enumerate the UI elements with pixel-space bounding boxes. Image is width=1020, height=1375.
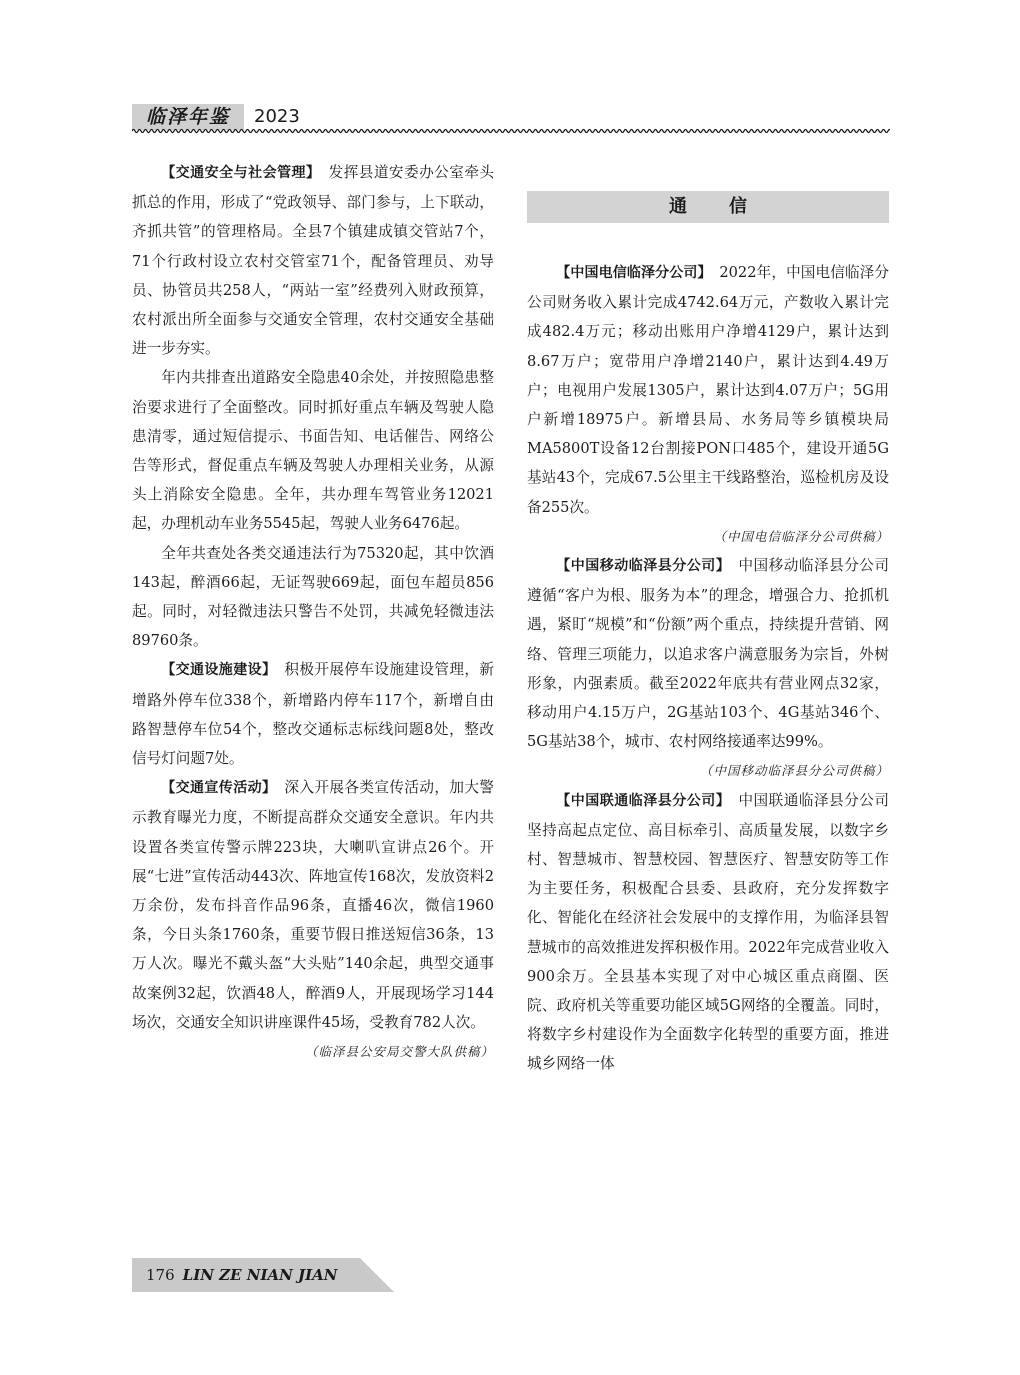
article-text: 2022年，中国电信临泽分公司财务收入累计完成4742.64万元，产数收入累计完成482.4万元；移动出账用户净增4129户，累计达到8.67万户；宽带用户净增2140户，累计达到4.49万户；电视用户发展1305户，累计达到4.07万户；5G用户新增18975户。新增县局、水务局等乡镇模块局MA5800T设备12台割接PON口485个，建设开通5G基站43个，完成67.5公里主干线路整治，巡检机房及设备255次。 — [527, 264, 889, 516]
left-column — [132, 158, 494, 1066]
page-header — [132, 100, 890, 134]
article-paragraph — [527, 786, 889, 1079]
article-paragraph — [132, 363, 494, 538]
article-paragraph — [527, 258, 889, 522]
article-text: 发挥县道安委办公室牵头抓总的作用，形成了“党政领导、部门参与，上下联动，齐抓共管”的管理格局。全县7个镇建成镇交管站7个，71个行政村设立农村交管室71个，配备管理员、劝导员、协管员共258人，“两站一室”经费列入财政预算，农村派出所全面参与交通安全管理，农村交通安全基础进一步夯实。 — [132, 164, 494, 358]
article-heading: 【交通设施建设】 — [161, 662, 270, 679]
article-text: 深入开展各类宣传活动，加大警示教育曝光力度，不断提高群众交通安全意识。年内共设置各类宣传警示牌223块，大喇叭宣讲点26个。开展“七进”宣传活动443次、阵地宣传168次，发放资料2万余份，发布抖音作品96条，直播46次，微信1960条，今日头条1760条，重要节假日推送短信36条，13万人次。曝光不戴头盔“大头贴”140余起，典型交通事故案例32起，饮酒48人，醉酒9人，开展现场学习144场次，交通安全知识讲座课件45场，受教育782人次。 — [132, 779, 494, 1031]
source-credit: （中国电信临泽分公司供稿） — [713, 528, 889, 544]
section-title-bar: 通信 — [527, 191, 889, 223]
article-text: 中国移动临泽县分公司遵循“客户为根、服务为本”的理念，增强合力、抢抓机遇，紧盯“规模”和“份额”两个重点，持续提升营销、网络、管理三项能力，以追求客户满意服务为宗旨，外树形象，内强素质。截至2022年底共有营业网点32家，移动用户4.15万户，2G基站103个、4G基站346个、5G基站38个，城市、农村网络接通率达99%。 — [527, 557, 889, 751]
source-credit: （中国移动临泽县分公司供稿） — [699, 763, 889, 779]
article-text: 积极开展停车设施建设管理，新增路外停车位338个，新增路内停车117个，新增自由路智慧停车位54个，整改交通标志标线问题8处，整改信号灯问题7处。 — [132, 661, 494, 768]
article-paragraph — [132, 655, 494, 773]
article-text: 全年共查处各类交通违法行为75320起，其中饮酒143起，醉酒66起，无证驾驶669起，面包车超员856起。同时，对轻微违法只警告不处罚，共减免轻微违法89760条。 — [132, 544, 494, 650]
article-paragraph — [132, 773, 494, 1037]
article-heading: 【交通宣传活动】 — [161, 780, 270, 797]
article-heading: 【交通安全与社会管理】 — [161, 165, 314, 181]
article-heading: 【中国电信临泽分公司】 — [556, 265, 705, 281]
article-paragraph — [132, 539, 494, 656]
article-text: 年内共排查出道路安全隐患40余处，并按照隐患整治要求进行了全面整改。同时抓好重点车辆及驾驶人隐患清零，通过短信提示、书面告知、电话催告、网络公告等形式，督促重点车辆及驾驶人办理相关业务，从源头上消除安全隐患。全年，共办理车驾管业务12021起，办理机动车业务5545起，驾驶人业务6476起。 — [132, 369, 494, 533]
article-paragraph — [132, 158, 494, 363]
article-paragraph — [527, 551, 889, 756]
footer — [146, 1263, 338, 1287]
header-wavy-rule — [132, 127, 890, 135]
source-credit: （临泽县公安局交警大队供稿） — [304, 1044, 494, 1060]
right-column — [527, 258, 889, 1079]
yearbook-year: 2023 — [254, 106, 300, 127]
article-heading: 【中国移动临泽县分公司】 — [556, 558, 724, 575]
footer-title: LIN ZE NIAN JIAN — [182, 1266, 338, 1284]
article-text: 中国联通临泽县分公司坚持高起点定位、高目标牵引、高质量发展，以数字乡村、智慧城市、智慧校园、智慧医疗、智慧安防等工作为主要任务，积极配合县委、县政府，充分发挥数字化、智能化在经济社会发展中的支撑作用，为临泽县智慧城市的高效推进发挥积极作用。2022年完成营业收入900余万。全县基本实现了对中心城区重点商圈、医院、政府机关等重要功能区域5G网络的全覆盖。同时，将数字乡村建设作为全面数字化转型的重要方面，推进城乡网络一体 — [527, 791, 889, 1073]
page-number: 176 — [146, 1266, 175, 1284]
yearbook-brand: 临泽年鉴 — [132, 104, 244, 130]
article-heading: 【中国联通临泽县分公司】 — [556, 792, 724, 809]
